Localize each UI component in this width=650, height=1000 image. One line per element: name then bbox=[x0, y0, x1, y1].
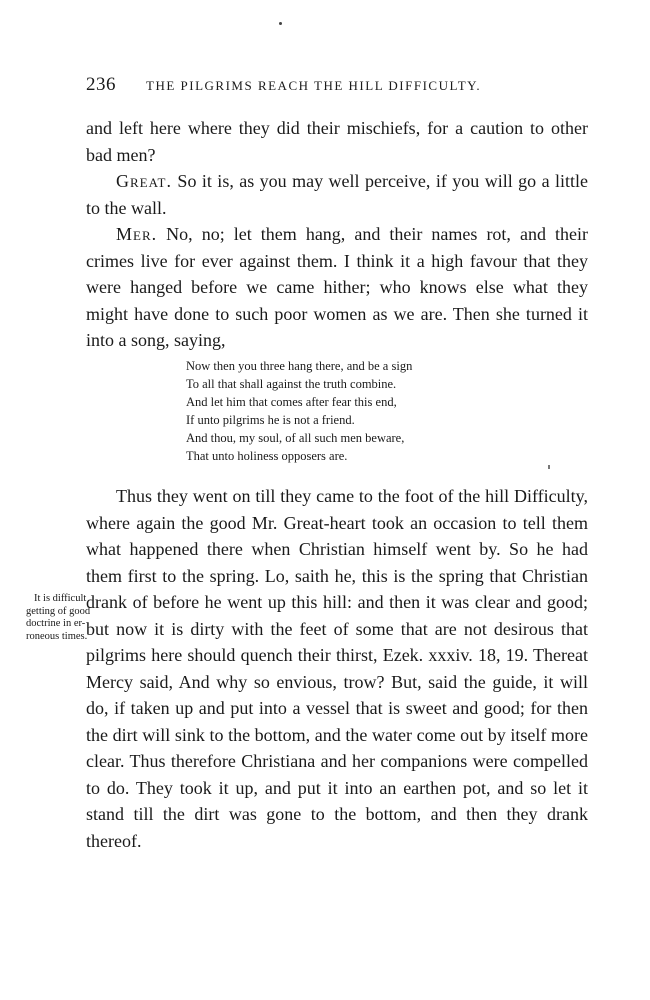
speaker-mercy: Mer. bbox=[116, 224, 158, 244]
poem bbox=[186, 357, 506, 466]
running-header bbox=[86, 74, 588, 98]
passage-before-poem bbox=[86, 115, 588, 354]
paragraph-1: and left here where they did their mischiefs, for a caution to other bad men? bbox=[86, 118, 588, 165]
print-mark bbox=[548, 465, 550, 469]
poem-line: Now then you three hang there, and be a sign bbox=[186, 359, 413, 373]
paragraph-great bbox=[86, 168, 588, 221]
printer-mark bbox=[279, 22, 282, 25]
margin-note-line: roneous times. bbox=[26, 630, 88, 642]
margin-note-line: It is difficult bbox=[34, 593, 87, 604]
mercy-speech: No, no; let them hang, and their names rot, and their crimes live for ever against them. I think it a high favour that they were hanged before we came hither; who knows else what they might have done to such poor women as we are. Then she turned it into a song, saying, bbox=[86, 224, 588, 350]
paragraph-mercy bbox=[86, 221, 588, 354]
margin-note-line: getting of good bbox=[26, 605, 91, 617]
margin-note bbox=[26, 593, 91, 643]
great-speech: So it is, as you may well perceive, if you will go a little to the wall. bbox=[86, 171, 588, 218]
passage-after-poem bbox=[86, 483, 588, 854]
poem-line: That unto holiness opposers are. bbox=[186, 449, 348, 464]
paragraph-hill-difficulty: Thus they went on till they came to the foot of the hill Difficulty, where again the good Mr. Great-heart took an occasion to tell them what happened there when Christian himself went by. So he had them first to the spring. Lo, saith he, this is the spring that Christian drank of before he went up this hill: and then it was clear and good; but now it is dirty with the feet of some that are not desirous that pilgrims here should quench their thirst, Ezek. xxxiv. 18, 19. Thereat Mercy said, And why so envious, trow? But, said the guide, it will do, if taken up and put into a vessel that is sweet and good; for then the dirt will sink to the bottom, and the water come out by itself more clear. Thus therefore Christiana and her companions were compelled to do. They took it up, and put it into an earthen pot, and so let it stand till the dirt was gone to the bottom, and then they drank thereof. bbox=[86, 486, 588, 851]
poem-line: And thou, my soul, of all such men beware, bbox=[186, 431, 405, 446]
poem-line: If unto pilgrims he is not a friend. bbox=[186, 413, 355, 428]
poem-line: And let him that comes after fear this end, bbox=[186, 395, 397, 410]
margin-note-line: doctrine in er- bbox=[26, 618, 86, 629]
running-title: THE PILGRIMS REACH THE HILL DIFFICULTY. bbox=[146, 78, 482, 93]
poem-line: To all that shall against the truth combine. bbox=[186, 377, 397, 392]
page-number: 236 bbox=[86, 74, 116, 95]
speaker-great: Great. bbox=[116, 171, 172, 191]
